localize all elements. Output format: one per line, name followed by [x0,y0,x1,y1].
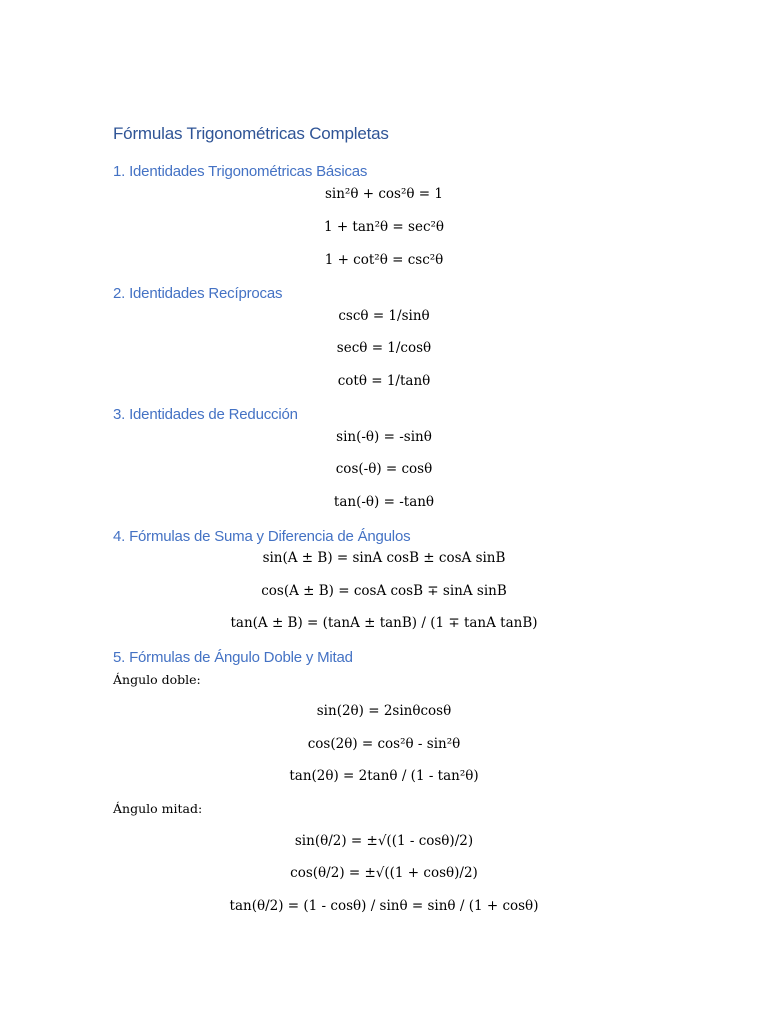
section-heading-3: 3. Identidades de Reducción [113,406,298,423]
formula: tan(-θ) = -tanθ [333,494,435,510]
subsection-label-double: Ángulo doble: [113,672,201,687]
formula: 1 + tan²θ = sec²θ [323,219,445,235]
formula: sin²θ + cos²θ = 1 [324,186,443,202]
formula: tan(θ/2) = (1 - cosθ) / sinθ = sinθ / (1 + cosθ) [229,898,539,914]
section-heading-1: 1. Identidades Trigonométricas Básicas [113,163,368,180]
document-title: Fórmulas Trigonométricas Completas [113,124,389,143]
formula: sin(θ/2) = ±√((1 - cosθ)/2) [294,833,474,849]
formula: cos(A ± B) = cosA cosB ∓ sinA sinB [261,583,507,599]
section-heading-2: 2. Identidades Recíprocas [113,285,283,302]
formula: cscθ = 1/sinθ [338,308,430,324]
formula: cos(-θ) = cosθ [335,461,433,477]
formula: cos(2θ) = cos²θ - sin²θ [307,736,461,752]
formula: sin(2θ) = 2sinθcosθ [316,703,452,719]
section-heading-4: 4. Fórmulas de Suma y Diferencia de Ángulos [113,528,411,545]
formula: 1 + cot²θ = csc²θ [324,252,444,268]
formula: sin(A ± B) = sinA cosB ± cosA sinB [262,550,506,566]
formula: tan(2θ) = 2tanθ / (1 - tan²θ) [289,768,479,784]
subsection-label-half: Ángulo mitad: [113,801,203,816]
formula: sin(-θ) = -sinθ [336,429,432,445]
formula: cotθ = 1/tanθ [337,373,431,389]
formula: cos(θ/2) = ±√((1 + cosθ)/2) [290,865,478,881]
formula: tan(A ± B) = (tanA ± tanB) / (1 ∓ tanA tanB) [230,615,538,631]
formula: secθ = 1/cosθ [336,340,432,356]
section-heading-5: 5. Fórmulas de Ángulo Doble y Mitad [113,649,353,666]
